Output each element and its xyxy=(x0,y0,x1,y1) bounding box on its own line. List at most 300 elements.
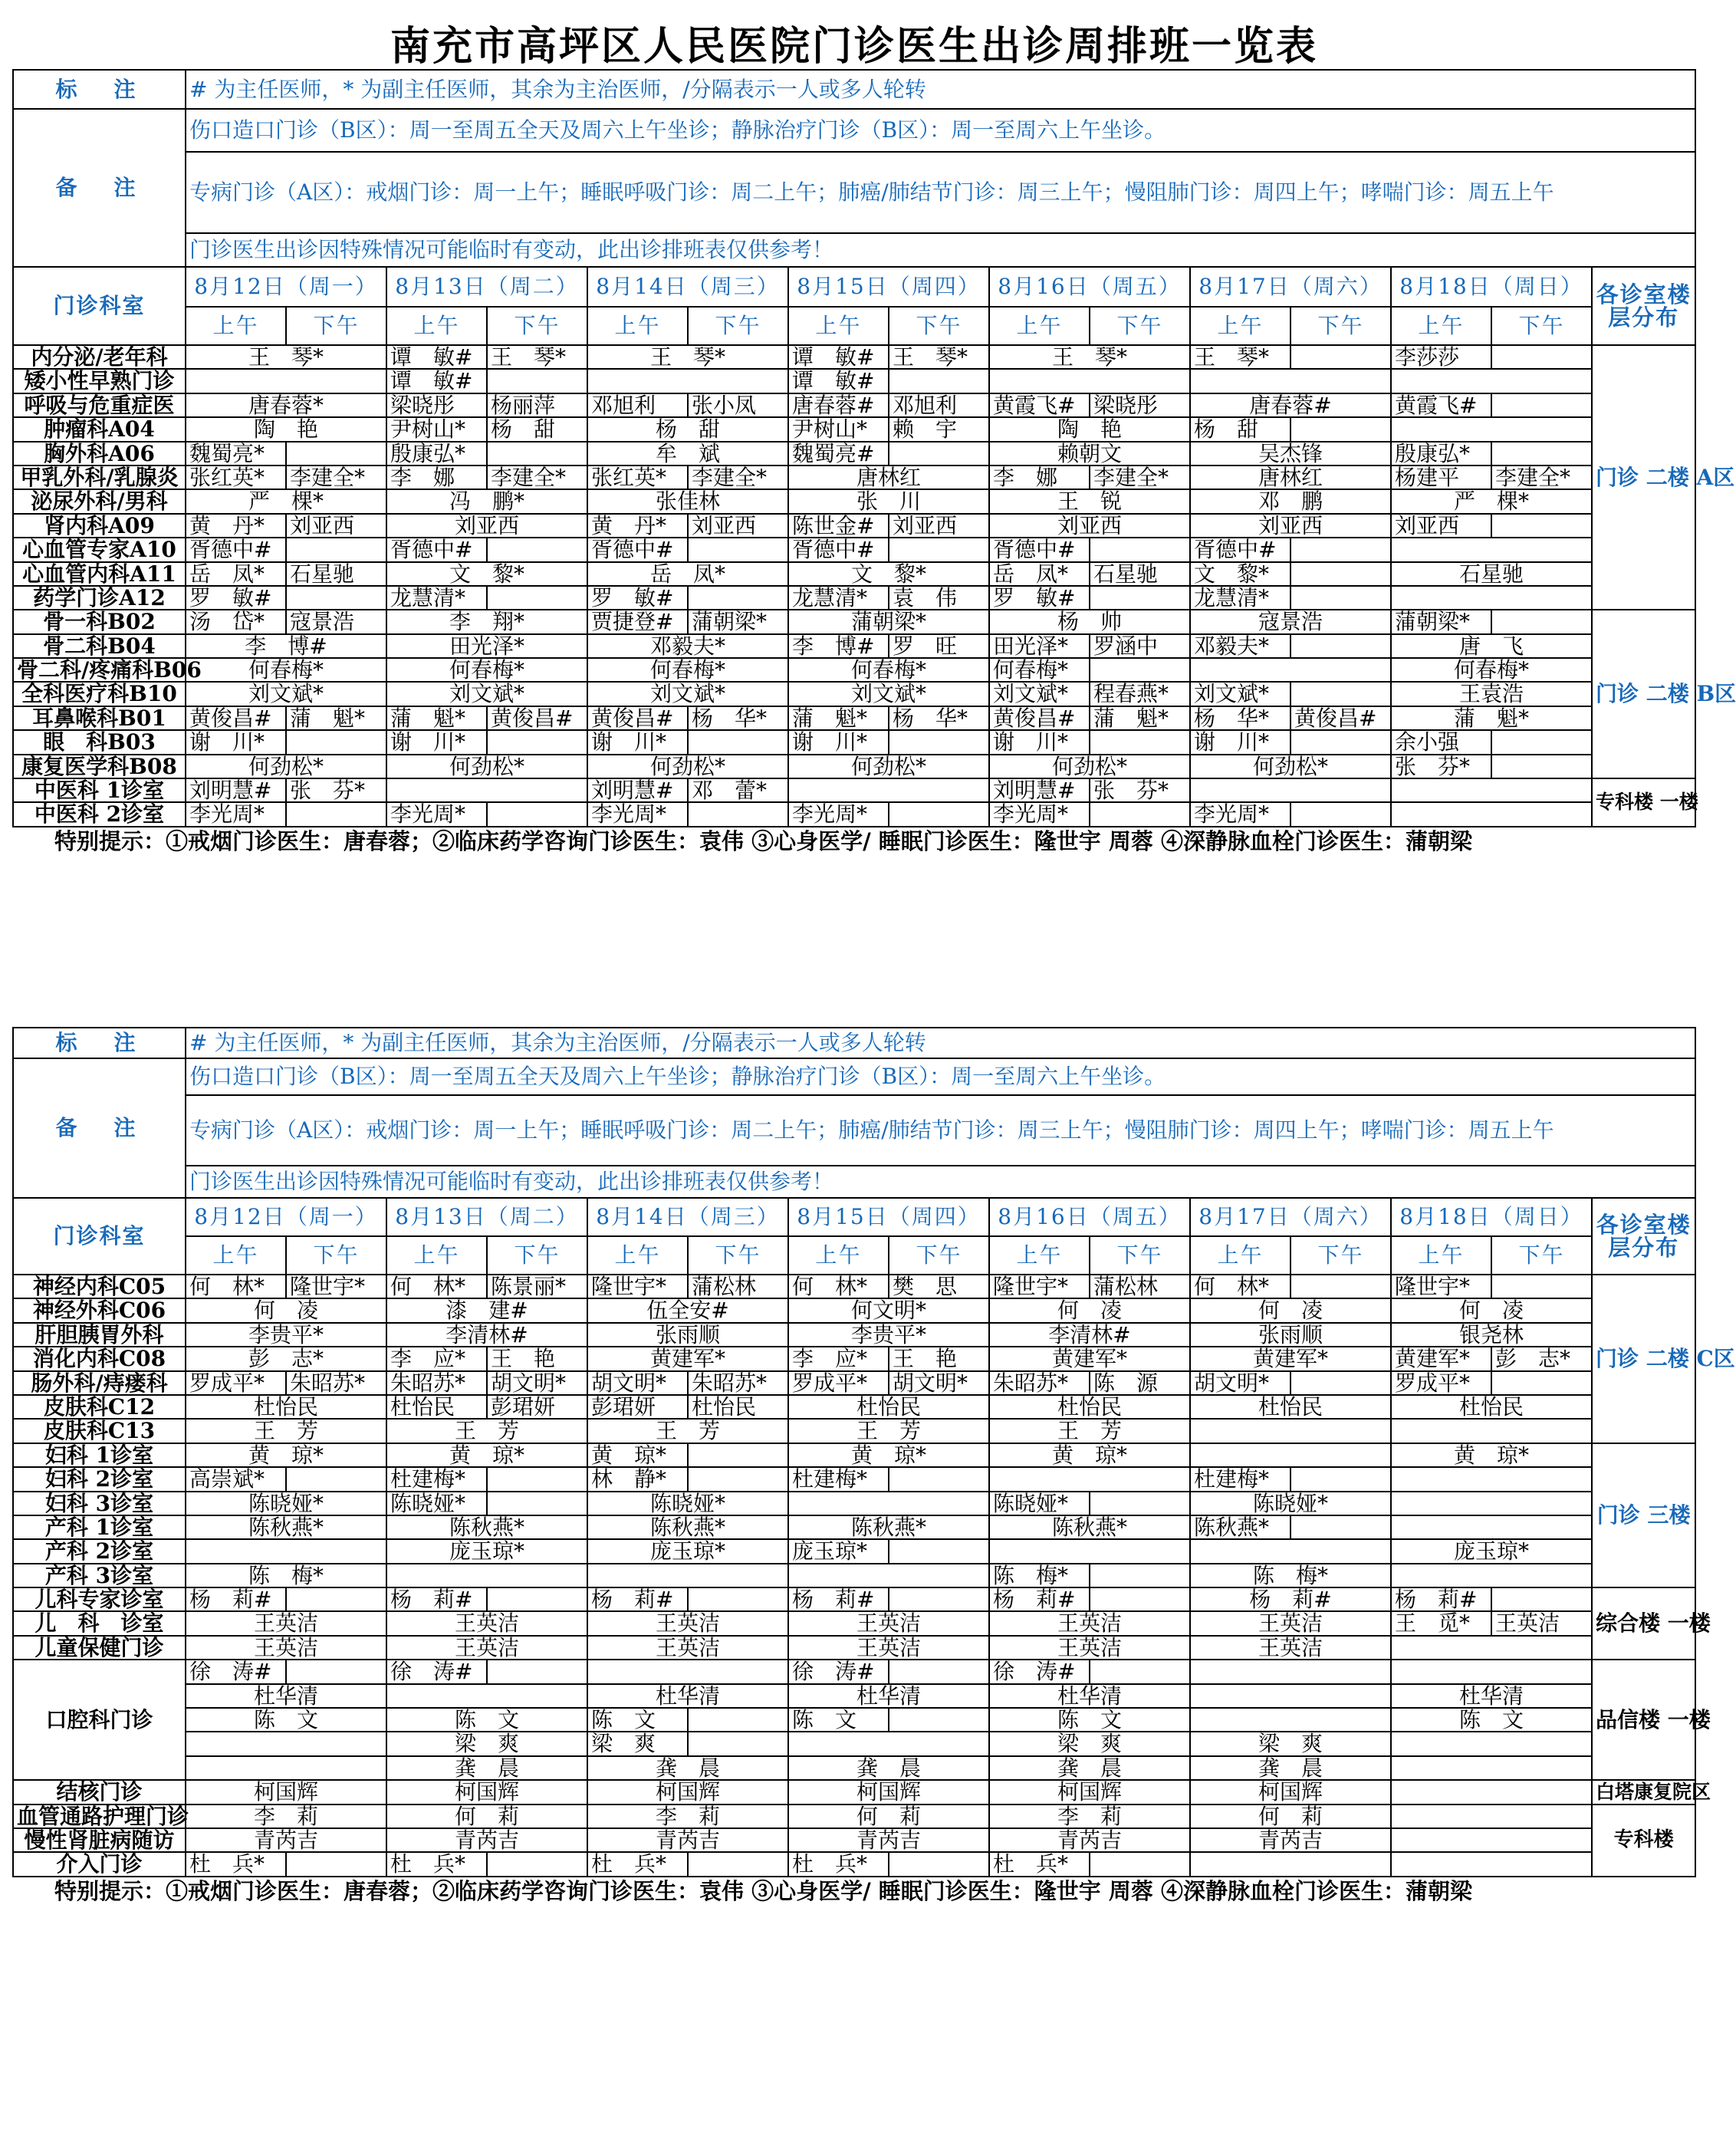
schedule-cell: 王 觅* xyxy=(1391,1611,1491,1635)
schedule-cell xyxy=(688,1443,788,1467)
schedule-cell xyxy=(1391,778,1592,802)
pm-header: 下午 xyxy=(487,307,587,345)
dept-name: 泌尿外科/男科 xyxy=(13,489,186,513)
schedule-cell: 张 芬* xyxy=(286,778,386,802)
schedule-cell: 贾捷登# xyxy=(587,610,688,633)
schedule-cell xyxy=(487,1492,587,1515)
schedule-cell xyxy=(286,586,386,610)
schedule-cell xyxy=(487,730,587,754)
floor-location: 门诊 三楼 xyxy=(1592,1443,1695,1587)
dept-name: 肾内科A09 xyxy=(13,514,186,538)
schedule-cell: 何春梅* xyxy=(989,658,1090,682)
schedule-cell xyxy=(989,1467,1190,1491)
schedule-cell: 银尧林 xyxy=(1391,1323,1592,1347)
schedule-cell: 石星驰 xyxy=(286,562,386,586)
schedule-cell xyxy=(587,1660,788,1683)
schedule-cell: 杨 莉# xyxy=(788,1587,889,1611)
day-header: 8月13日（周二） xyxy=(386,267,587,307)
schedule-cell xyxy=(286,442,386,466)
schedule-cell: 黄建军* xyxy=(1190,1347,1391,1370)
schedule-cell: 王英洁 xyxy=(1491,1611,1592,1635)
schedule-cell: 蒲松林 xyxy=(1090,1275,1190,1298)
schedule-cell xyxy=(1491,393,1592,417)
schedule-cell: 张 芬* xyxy=(1090,778,1190,802)
schedule-cell: 陈 梅* xyxy=(989,1564,1090,1587)
schedule-cell: 徐 涛# xyxy=(386,1660,487,1683)
schedule-cell: 王 琴* xyxy=(487,345,587,369)
schedule-cell xyxy=(1391,1419,1592,1443)
schedule-cell xyxy=(286,1467,386,1491)
schedule-cell: 庞玉琼* xyxy=(1391,1539,1592,1563)
schedule-cell: 邓旭利 xyxy=(587,393,688,417)
remark-3: 门诊医生出诊因特殊情况可能临时有变动，此出诊排班表仅供参考！ xyxy=(186,233,1695,267)
schedule-cell xyxy=(587,369,788,393)
schedule-table-bottom xyxy=(12,1027,1735,1906)
schedule-cell: 王英洁 xyxy=(989,1611,1190,1635)
schedule-cell: 黄霞飞# xyxy=(1391,393,1491,417)
floor-location: 门诊 二楼 B区 xyxy=(1592,610,1695,778)
schedule-cell: 何劲松* xyxy=(386,755,587,778)
schedule-cell xyxy=(1190,1708,1391,1732)
schedule-cell: 何 莉 xyxy=(1190,1804,1391,1828)
schedule-cell xyxy=(1391,1852,1592,1876)
schedule-cell: 蒲松林 xyxy=(688,1275,788,1298)
dept-name: 肠外科/痔瘘科 xyxy=(13,1371,186,1395)
schedule-cell: 刘亚西 xyxy=(1190,514,1391,538)
schedule-cell xyxy=(1090,586,1190,610)
schedule-cell xyxy=(688,1852,788,1876)
schedule-cell: 蒲 魁* xyxy=(1391,706,1592,730)
floor-location: 专科楼 一楼 xyxy=(1592,778,1695,827)
schedule-cell xyxy=(1491,610,1592,633)
schedule-cell: 樊 思 xyxy=(889,1275,989,1298)
schedule-cell: 胥德中# xyxy=(989,538,1090,561)
schedule-cell: 李 应* xyxy=(386,1347,487,1370)
schedule-cell: 杨 华* xyxy=(688,706,788,730)
schedule-cell xyxy=(386,1684,587,1708)
schedule-cell: 柯国辉 xyxy=(186,1780,386,1804)
schedule-cell: 陈 文 xyxy=(587,1708,688,1732)
schedule-cell: 王 芳 xyxy=(587,1419,788,1443)
special-tip: 特别提示：①戒烟门诊医生：唐春蓉；②临床药学咨询门诊医生：袁伟 ③心身医学/ 睡眠门诊医生：隆世宇 周蓉 ④深静脉血栓门诊医生：蒲朝梁 xyxy=(54,828,1472,855)
schedule-cell: 王英洁 xyxy=(1190,1611,1391,1635)
schedule-cell xyxy=(1290,730,1391,754)
schedule-cell xyxy=(1290,682,1391,706)
am-header: 上午 xyxy=(587,1236,688,1275)
schedule-cell: 梁晓彤 xyxy=(386,393,487,417)
dept-name: 矮小性早熟门诊 xyxy=(13,369,186,393)
schedule-cell: 严 棵* xyxy=(186,489,386,513)
schedule-cell: 柯国辉 xyxy=(1190,1780,1391,1804)
schedule-cell xyxy=(186,1732,386,1755)
schedule-cell xyxy=(286,730,386,754)
pm-header: 下午 xyxy=(889,307,989,345)
schedule-cell: 胡文明* xyxy=(1190,1371,1290,1395)
schedule-cell: 田光泽* xyxy=(386,634,587,658)
dept-name: 呼吸与危重症医 xyxy=(13,393,186,417)
schedule-cell: 陈秋燕* xyxy=(386,1515,587,1539)
schedule-cell: 赖 宇 xyxy=(889,417,989,441)
schedule-cell: 谭 敏# xyxy=(386,369,487,393)
schedule-cell: 杜华清 xyxy=(989,1684,1190,1708)
schedule-cell xyxy=(1491,1587,1592,1611)
schedule-cell xyxy=(487,1467,587,1491)
schedule-cell: 柯国辉 xyxy=(989,1780,1190,1804)
schedule-cell: 王 琴* xyxy=(889,345,989,369)
dept-name: 儿童保健门诊 xyxy=(13,1636,186,1660)
schedule-cell: 岳 凤* xyxy=(186,562,286,586)
schedule-cell xyxy=(1190,1684,1391,1708)
dept-name: 血管通路护理门诊 xyxy=(13,1804,186,1828)
schedule-cell: 何劲松* xyxy=(186,755,386,778)
dept-name: 妇科 1诊室 xyxy=(13,1443,186,1467)
am-header: 上午 xyxy=(1190,307,1290,345)
schedule-cell: 李 娜 xyxy=(989,466,1090,489)
am-header: 上午 xyxy=(788,307,889,345)
schedule-cell: 龚 晨 xyxy=(587,1756,788,1780)
dept-name: 骨二科/疼痛科B06 xyxy=(13,658,186,682)
schedule-cell: 胥德中# xyxy=(386,538,487,561)
schedule-cell xyxy=(1391,1515,1592,1539)
schedule-cell: 殷康弘* xyxy=(1391,442,1491,466)
schedule-cell xyxy=(1391,1467,1592,1491)
schedule-cell xyxy=(1290,802,1391,826)
schedule-cell: 牟 斌 xyxy=(587,442,788,466)
schedule-cell: 杨建平 xyxy=(1391,466,1491,489)
schedule-cell: 殷康弘* xyxy=(386,442,487,466)
schedule-cell: 何 凌 xyxy=(989,1298,1190,1322)
pm-header: 下午 xyxy=(286,307,386,345)
schedule-cell: 梁 爽 xyxy=(989,1732,1190,1755)
schedule-cell xyxy=(889,538,989,561)
dept-name: 皮肤科C13 xyxy=(13,1419,186,1443)
schedule-cell: 陈 文 xyxy=(788,1708,889,1732)
dept-name: 皮肤科C12 xyxy=(13,1395,186,1419)
schedule-cell: 胡文明* xyxy=(889,1371,989,1395)
schedule-cell: 王 琴* xyxy=(1190,345,1290,369)
day-header: 8月13日（周二） xyxy=(386,1198,587,1236)
schedule-cell xyxy=(788,1492,989,1515)
schedule-cell: 陈 文 xyxy=(1391,1708,1592,1732)
schedule-cell: 邓毅夫* xyxy=(587,634,788,658)
dept-name: 康复医学科B08 xyxy=(13,755,186,778)
remark-2: 专病门诊（A区）：戒烟门诊：周一上午；睡眠呼吸门诊：周二上午；肺癌/肺结节门诊：周三上午；慢阻肺门诊：周四上午；哮喘门诊：周五上午 xyxy=(186,1095,1695,1166)
schedule-cell: 杜 兵* xyxy=(788,1852,889,1876)
schedule-cell: 杜怡民 xyxy=(386,1395,487,1419)
schedule-cell xyxy=(788,1564,989,1587)
marker-label: 标 注 xyxy=(13,1028,186,1058)
schedule-cell: 青芮吉 xyxy=(186,1828,386,1852)
remark-2: 专病门诊（A区）：戒烟门诊：周一上午；睡眠呼吸门诊：周二上午；肺癌/肺结节门诊：周三上午；慢阻肺门诊：周四上午；哮喘门诊：周五上午 xyxy=(186,152,1695,233)
schedule-cell xyxy=(889,1660,989,1683)
schedule-cell: 杨 莉# xyxy=(386,1587,487,1611)
dept-name: 骨一科B02 xyxy=(13,610,186,633)
schedule-cell: 刘文斌* xyxy=(989,682,1090,706)
schedule-cell: 李建全* xyxy=(286,466,386,489)
schedule-cell xyxy=(1491,345,1592,369)
schedule-cell: 杨 帅 xyxy=(989,610,1190,633)
schedule-cell: 谢 川* xyxy=(386,730,487,754)
schedule-cell xyxy=(1290,586,1391,610)
day-header: 8月12日（周一） xyxy=(186,267,386,307)
schedule-cell xyxy=(286,538,386,561)
schedule-cell xyxy=(1090,1564,1190,1587)
dept-name: 神经内科C05 xyxy=(13,1275,186,1298)
schedule-cell: 蒲 魁* xyxy=(1090,706,1190,730)
schedule-cell: 谢 川* xyxy=(788,730,889,754)
schedule-cell: 王 琴* xyxy=(587,345,788,369)
schedule-cell: 文 黎* xyxy=(1190,562,1290,586)
schedule-cell: 何春梅* xyxy=(788,658,989,682)
schedule-cell: 刘亚西 xyxy=(386,514,587,538)
schedule-cell: 王英洁 xyxy=(788,1611,989,1635)
schedule-cell: 刘文斌* xyxy=(788,682,989,706)
schedule-cell xyxy=(1090,1852,1190,1876)
schedule-cell: 杨 华* xyxy=(889,706,989,730)
schedule-cell xyxy=(1290,634,1391,658)
schedule-cell: 陈世金# xyxy=(788,514,889,538)
schedule-cell xyxy=(487,586,587,610)
dept-name: 中医科 2诊室 xyxy=(13,802,186,826)
schedule-cell xyxy=(889,1708,989,1732)
schedule-cell: 刘明慧# xyxy=(989,778,1090,802)
am-header: 上午 xyxy=(788,1236,889,1275)
pm-header: 下午 xyxy=(286,1236,386,1275)
schedule-cell: 陈 梅* xyxy=(186,1564,386,1587)
dept-name: 慢性肾脏病随访 xyxy=(13,1828,186,1852)
schedule-cell: 刘文斌* xyxy=(386,682,587,706)
schedule-cell: 谭 敏# xyxy=(788,345,889,369)
schedule-cell: 李建全* xyxy=(1090,466,1190,489)
schedule-cell: 杜华清 xyxy=(788,1684,989,1708)
schedule-cell: 邓 蕾* xyxy=(688,778,788,802)
schedule-cell: 何 凌 xyxy=(186,1298,386,1322)
schedule-cell: 李光周* xyxy=(186,802,286,826)
schedule-cell: 王英洁 xyxy=(186,1636,386,1660)
floor-header: 各诊室楼 层分布 xyxy=(1592,1198,1695,1275)
schedule-cell: 李清林# xyxy=(989,1323,1190,1347)
schedule-cell: 梁晓彤 xyxy=(1090,393,1190,417)
schedule-cell xyxy=(688,1708,788,1732)
schedule-cell: 何 林* xyxy=(186,1275,286,1298)
schedule-cell xyxy=(286,1852,386,1876)
schedule-cell xyxy=(889,802,989,826)
schedule-cell xyxy=(1391,1756,1592,1780)
schedule-cell: 龙慧清* xyxy=(1190,586,1290,610)
am-header: 上午 xyxy=(386,1236,487,1275)
dept-name: 全科医疗科B10 xyxy=(13,682,186,706)
dept-name: 心血管内科A11 xyxy=(13,562,186,586)
dept-name: 妇科 3诊室 xyxy=(13,1492,186,1515)
pm-header: 下午 xyxy=(1491,307,1592,345)
schedule-cell xyxy=(1190,1660,1391,1683)
schedule-cell: 李光周* xyxy=(788,802,889,826)
schedule-cell xyxy=(1391,1804,1592,1828)
schedule-cell: 李 博# xyxy=(788,634,889,658)
schedule-cell: 寇景浩 xyxy=(286,610,386,633)
schedule-cell: 蒲朝梁* xyxy=(1391,610,1491,633)
schedule-cell xyxy=(688,1467,788,1491)
schedule-cell: 李 莉 xyxy=(186,1804,386,1828)
dept-name: 内分泌/老年科 xyxy=(13,345,186,369)
schedule-cell: 杜 兵* xyxy=(386,1852,487,1876)
schedule-cell: 刘亚西 xyxy=(989,514,1190,538)
schedule-cell: 何文明* xyxy=(788,1298,989,1322)
floor-location: 品信楼 一楼 xyxy=(1592,1660,1695,1780)
schedule-cell: 刘明慧# xyxy=(587,778,688,802)
schedule-cell: 尹树山* xyxy=(386,417,487,441)
schedule-cell: 杜怡民 xyxy=(989,1395,1190,1419)
schedule-cell xyxy=(1391,1780,1592,1804)
schedule-cell: 隆世宇* xyxy=(989,1275,1090,1298)
pm-header: 下午 xyxy=(688,307,788,345)
schedule-cell: 黄俊昌# xyxy=(989,706,1090,730)
schedule-cell: 冯 鹏* xyxy=(386,489,587,513)
schedule-cell: 龚 晨 xyxy=(788,1756,989,1780)
floor-location: 综合楼 一楼 xyxy=(1592,1587,1695,1660)
schedule-cell: 隆世宇* xyxy=(1391,1275,1491,1298)
schedule-cell: 魏蜀亮* xyxy=(186,442,286,466)
schedule-cell: 陈晓娅* xyxy=(989,1492,1090,1515)
schedule-cell: 陈秋燕* xyxy=(1190,1515,1290,1539)
day-header: 8月18日（周日） xyxy=(1391,267,1592,307)
schedule-cell: 张红英* xyxy=(186,466,286,489)
marker-text: # 为主任医师，* 为副主任医师，其余为主治医师，/分隔表示一人或多人轮转 xyxy=(186,70,1695,109)
schedule-cell: 吴杰锋 xyxy=(1190,442,1391,466)
schedule-cell: 尹树山* xyxy=(788,417,889,441)
am-header: 上午 xyxy=(1391,307,1491,345)
schedule-cell: 庞玉琼* xyxy=(788,1539,889,1563)
schedule-cell xyxy=(386,1564,587,1587)
schedule-cell: 刘亚西 xyxy=(688,514,788,538)
schedule-cell: 陈景丽* xyxy=(487,1275,587,1298)
schedule-cell: 庞玉琼* xyxy=(386,1539,587,1563)
schedule-cell: 王 芳 xyxy=(788,1419,989,1443)
schedule-cell: 杜怡民 xyxy=(688,1395,788,1419)
schedule-cell: 张雨顺 xyxy=(587,1323,788,1347)
schedule-cell: 陈 源 xyxy=(1090,1371,1190,1395)
schedule-cell: 李建全* xyxy=(487,466,587,489)
schedule-cell: 罗 敏# xyxy=(989,586,1090,610)
schedule-cell xyxy=(1290,417,1391,441)
schedule-cell: 黄俊昌# xyxy=(587,706,688,730)
schedule-cell: 何春梅* xyxy=(1391,658,1592,682)
schedule-cell xyxy=(688,1732,788,1755)
schedule-cell xyxy=(1190,658,1391,682)
day-header: 8月16日（周五） xyxy=(989,1198,1190,1236)
schedule-cell xyxy=(688,586,788,610)
schedule-cell: 青芮吉 xyxy=(587,1828,788,1852)
schedule-cell: 刘亚西 xyxy=(889,514,989,538)
schedule-cell: 朱昭苏* xyxy=(688,1371,788,1395)
schedule-cell: 王英洁 xyxy=(587,1636,788,1660)
schedule-cell: 庞玉琼* xyxy=(587,1539,788,1563)
schedule-cell: 黄 琼* xyxy=(788,1443,989,1467)
schedule-cell: 柯国辉 xyxy=(587,1780,788,1804)
schedule-cell: 陶 艳 xyxy=(186,417,386,441)
schedule-cell: 蒲朝梁* xyxy=(788,610,989,633)
schedule-cell: 杨 甜 xyxy=(587,417,788,441)
schedule-cell: 王 芳 xyxy=(989,1419,1190,1443)
day-header: 8月15日（周四） xyxy=(788,267,989,307)
schedule-cell: 黄 琼* xyxy=(186,1443,386,1467)
schedule-cell: 杨丽萍 xyxy=(487,393,587,417)
schedule-cell: 杨 莉# xyxy=(1391,1587,1491,1611)
schedule-cell xyxy=(1391,1564,1592,1587)
marker-text: # 为主任医师，* 为副主任医师，其余为主治医师，/分隔表示一人或多人轮转 xyxy=(186,1028,1695,1058)
schedule-cell: 朱昭苏* xyxy=(989,1371,1090,1395)
schedule-cell: 胥德中# xyxy=(1190,538,1290,561)
schedule-cell: 龙慧清* xyxy=(788,586,889,610)
am-header: 上午 xyxy=(386,307,487,345)
schedule-cell: 罗成平* xyxy=(788,1371,889,1395)
schedule-cell xyxy=(1491,1275,1592,1298)
schedule-cell: 谢 川* xyxy=(1190,730,1290,754)
schedule-cell: 林 静* xyxy=(587,1467,688,1491)
schedule-cell: 余小强 xyxy=(1391,730,1491,754)
dept-name: 眼 科B03 xyxy=(13,730,186,754)
dept-name: 消化内科C08 xyxy=(13,1347,186,1370)
am-header: 上午 xyxy=(587,307,688,345)
dept-name: 口腔科门诊 xyxy=(13,1660,186,1780)
schedule-cell: 陈秋燕* xyxy=(989,1515,1190,1539)
schedule-cell xyxy=(1090,658,1190,682)
schedule-cell: 袁 伟 xyxy=(889,586,989,610)
schedule-cell: 石星驰 xyxy=(1391,562,1592,586)
schedule-cell: 李清林# xyxy=(386,1323,587,1347)
schedule-cell: 陈 文 xyxy=(386,1708,587,1732)
schedule-cell: 邓 鹏 xyxy=(1190,489,1391,513)
schedule-cell: 梁 爽 xyxy=(386,1732,587,1755)
schedule-cell: 彭 志* xyxy=(186,1347,386,1370)
schedule-cell xyxy=(1491,730,1592,754)
dept-name: 肝胆胰胃外科 xyxy=(13,1323,186,1347)
schedule-cell: 汤 岱* xyxy=(186,610,286,633)
schedule-cell: 蒲 魁* xyxy=(286,706,386,730)
schedule-cell: 张 芬* xyxy=(1391,755,1491,778)
schedule-cell: 王 琴* xyxy=(989,345,1190,369)
schedule-cell: 谭 敏# xyxy=(386,345,487,369)
remarks-label: 备 注 xyxy=(13,1058,186,1198)
schedule-cell xyxy=(989,369,1190,393)
schedule-cell: 唐春蓉* xyxy=(186,393,386,417)
schedule-cell: 何劲松* xyxy=(1190,755,1391,778)
schedule-cell: 何劲松* xyxy=(788,755,989,778)
page-title: 南充市高坪区人民医院门诊医生出诊周排班一览表 xyxy=(390,23,1318,70)
schedule-cell: 王英洁 xyxy=(989,1636,1190,1660)
schedule-cell: 李 博# xyxy=(186,634,386,658)
marker-label: 标 注 xyxy=(13,70,186,109)
schedule-cell: 陈晓娅* xyxy=(587,1492,788,1515)
pm-header: 下午 xyxy=(1090,1236,1190,1275)
dept-name: 儿 科 诊室 xyxy=(13,1611,186,1635)
day-header: 8月18日（周日） xyxy=(1391,1198,1592,1236)
schedule-cell: 张 川 xyxy=(788,489,989,513)
schedule-cell: 柯国辉 xyxy=(386,1780,587,1804)
schedule-cell xyxy=(1491,514,1592,538)
schedule-cell: 李贵平* xyxy=(186,1323,386,1347)
schedule-cell xyxy=(1391,1660,1592,1683)
day-header: 8月12日（周一） xyxy=(186,1198,386,1236)
schedule-cell: 陈 文 xyxy=(186,1708,386,1732)
schedule-cell: 邓毅夫* xyxy=(1190,634,1290,658)
dept-header: 门诊科室 xyxy=(13,267,186,345)
schedule-cell: 陈 梅* xyxy=(1190,1564,1391,1587)
schedule-cell xyxy=(487,1587,587,1611)
day-header: 8月14日（周三） xyxy=(587,1198,788,1236)
schedule-cell: 魏蜀亮# xyxy=(788,442,889,466)
schedule-cell: 彭珺妍 xyxy=(587,1395,688,1419)
